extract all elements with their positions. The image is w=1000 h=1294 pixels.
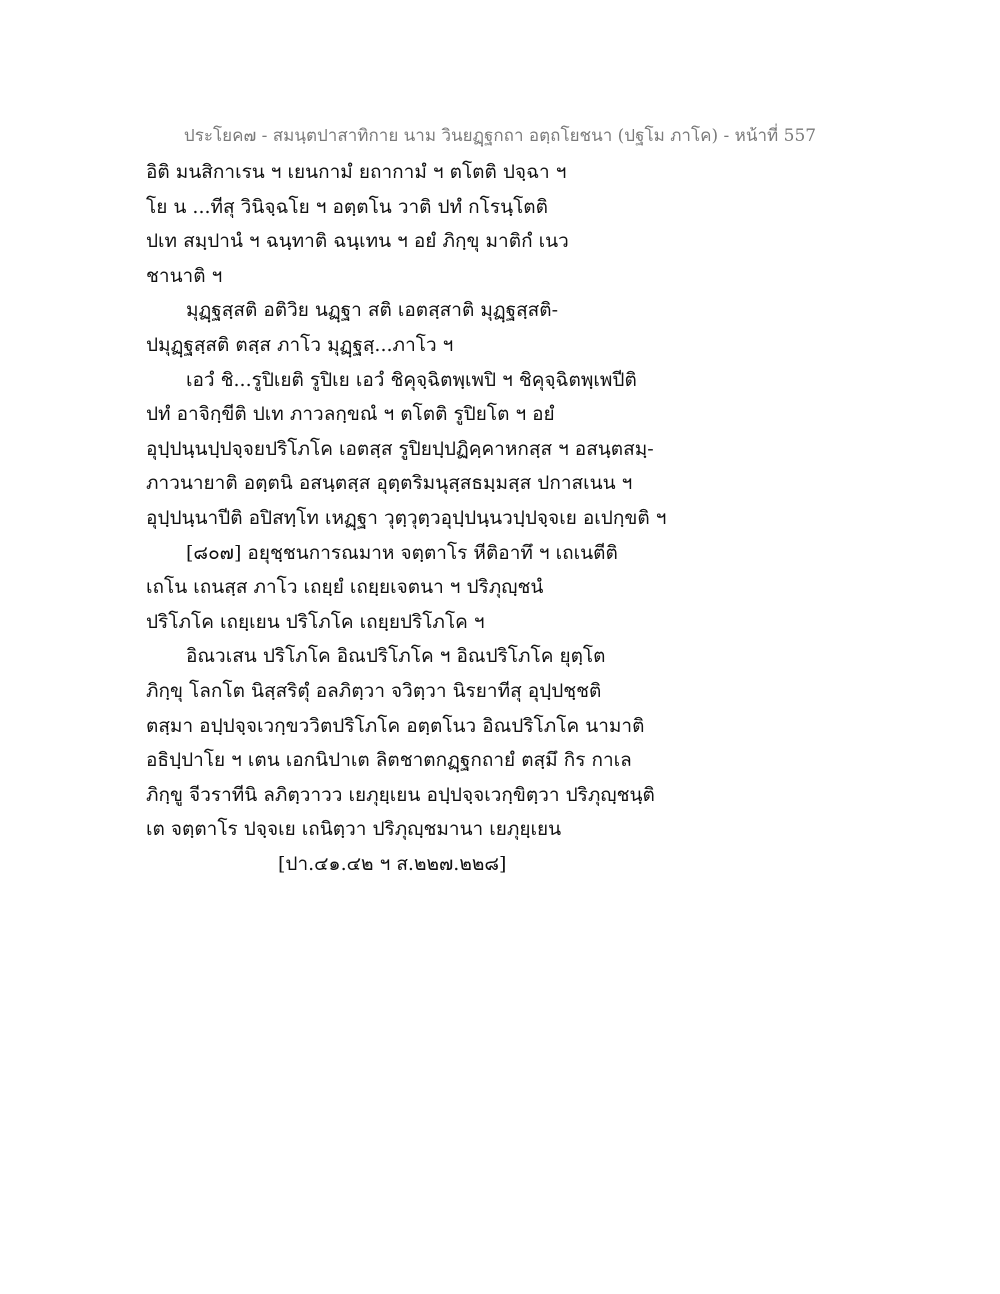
- text-line: อธิปฺปาโย ฯ เตน เอกนิปาเต ลิตชาตกฏฺฐกถายํ ตสฺมึ กิร กาเล: [146, 749, 632, 772]
- text-line: ภาวนายาติ อตฺตนิ อสนฺตสฺส อุตฺตริมนุสฺสธมฺมสฺส ปกาสเนน ฯ: [146, 472, 633, 495]
- page-reference: [ปา.๔๑.๔๒ ฯ ส.๒๒๗.๒๒๘]: [278, 852, 507, 875]
- text-line: โย น ...ทีสุ วินิจฺฉโย ฯ อตฺตโน วาติ ปทํ กโรนฺโตติ: [146, 195, 548, 218]
- text-line: ภิกฺขู จีวราทีนิ ลภิตฺวาวว เยภุยฺเยน อปฺปจฺจเวกฺขิตฺวา ปริภุญฺชนฺติ: [146, 783, 655, 806]
- text-line: อิติ มนสิกาเรน ฯ เยนกามํ ยถากามํ ฯ ตโตติ ปจฺฉา ฯ: [146, 161, 567, 183]
- text-line: เอวํ ชิ...รูปิเยติ รูปิเย เอวํ ชิคุจฺฉิตพฺเพปิ ฯ ชิคุจฺฉิตพฺเพปีติ: [186, 368, 637, 391]
- text-line: อุปฺปนฺนาปีติ อปิสทฺโท เหฏฺฐา วุตฺวุตฺวอุปฺปนฺนวปฺปจฺจเย อเปกฺขติ ฯ: [146, 506, 667, 529]
- text-line: เต จตฺตาโร ปจฺจเย เถนิตฺวา ปริภุญฺชมานา เยภุยฺเยน: [146, 818, 562, 841]
- text-line: อิณวเสน ปริโภโค อิณปริโภโค ฯ อิณปริโภโค ยุตฺโต: [186, 645, 606, 668]
- text-line: [๘๐๗] อยุชฺชนการณมาห จตฺตาโร หีติอาทึ ฯ เถเนตีติ: [186, 541, 618, 564]
- text-line: ชานาติ ฯ: [146, 264, 223, 287]
- text-line: มุฏฺฐสฺสติ อติวิย นฏฺฐา สติ เอตสฺสาติ มุฏฺฐสฺสติ-: [186, 299, 559, 322]
- text-line: เถโน เถนสฺส ภาโว เถยฺยํ เถยฺยเจตนา ฯ ปริภุญฺชนํ: [146, 576, 544, 599]
- text-line: อุปฺปนฺนปฺปจฺจยปริโภโค เอตสฺส รูปิยปฺปฏิคฺคาหกสฺส ฯ อสนฺตสมฺ-: [146, 437, 654, 460]
- text-line: ปมุฏฺฐสฺสติ ตสฺส ภาโว มุฏฺฐสฺ...ภาโว ฯ: [146, 333, 454, 356]
- text-line: ตสฺมา อปฺปจฺจเวกฺขววิตปริโภโค อตฺตโนว อิณปริโภโค นามาติ: [146, 714, 645, 737]
- text-line: ปริโภโค เถยฺเยน ปริโภโค เถยฺยปริโภโค ฯ: [146, 610, 485, 633]
- text-line: ปทํ อาจิกฺขีติ ปเท ภาวลกฺขณํ ฯ ตโตติ รูปิยโต ฯ อยํ: [146, 403, 555, 426]
- text-line: ปเท สมฺปานํ ฯ ฉนฺทาติ ฉนฺเทน ฯ อยํ ภิกฺขุ มาติกํ เนว: [146, 230, 569, 253]
- page-header: ประโยค๗ - สมนฺตปาสาทิกาย นาม วินยฏฺฐกถา อตฺถโยชนา (ปฐโม ภาโค) - หน้าที่ 557: [183, 126, 817, 146]
- text-line: ภิกฺขุ โลกโต นิสฺสริตุํ อลภิตฺวา จวิตฺวา นิรยาทีสุ อุปฺปชฺชติ: [146, 679, 602, 702]
- document-body: [146, 155, 746, 881]
